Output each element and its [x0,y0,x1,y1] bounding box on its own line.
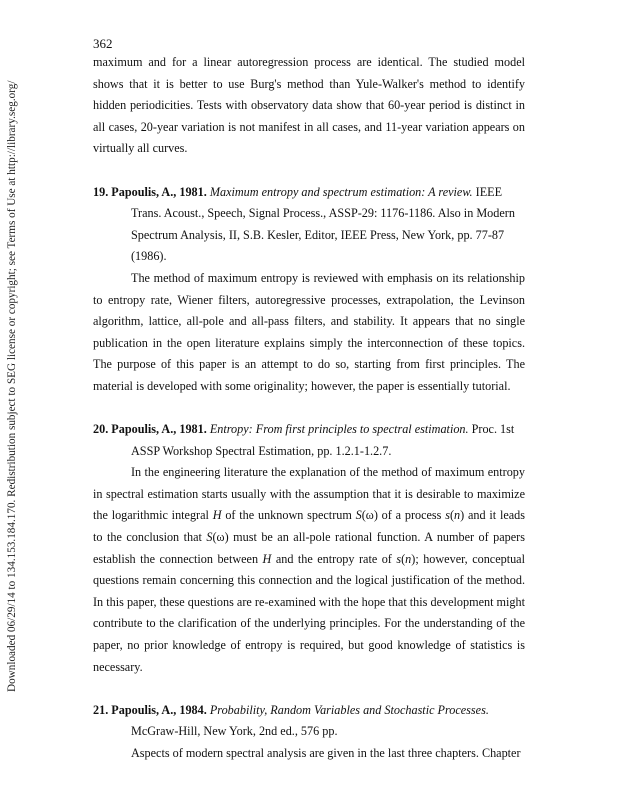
abstract-text: ) [460,508,465,523]
math-symbol: s [445,508,450,523]
download-notice [1,0,23,800]
math-symbol: s [396,551,402,566]
reference-citation [93,700,525,743]
abstract-text: In the engineering literature the explanation of the method of maximum entropy in spectral estimation starts usually with the assumption that it is desirable to maximize the logarithmic integral [93,465,525,523]
page-body [93,52,525,786]
carryover-paragraph: maximum and for a linear autoregression process are identical. The studied model shows that it is better to use Burg's method than Yule-Walker's method to identify hidden periodicities. Tests with observatory data show that 60-year period is distinct in all cases, 20-year variation is not manifest in all cases, and 11-year variation appears on virtually all curves. [93,55,525,156]
reference-citation [93,182,525,268]
abstract-text: however, conceptual questions remain concerning this connection and the logical justification of the method. In this paper, these questions are re-examined with the hope that this development might contribute to the clarification of the underlying principles. For the understanding of the paper, no prior knowledge of entropy is required, but good knowledge of statistics is necessary. [93,551,525,674]
math-symbol: H [262,551,272,566]
reference-title: Maximum entropy and spectrum estimation: A review. [209,184,473,199]
math-symbol: H [212,508,222,523]
reference-19 [93,182,525,398]
abstract-text: ( [449,508,455,523]
reference-author: Papoulis, A., 1984. [111,702,207,717]
math-symbol: n [405,551,412,566]
reference-title: Entropy: From first principles to spectral estimation. [209,422,469,437]
reference-source: IEEE Trans. Acoust., Speech, Signal Process., ASSP-29: 1176-1186. Also in Modern Spectrum Analysis, II, S.B. Kesler, Editor, IEEE Press, New York, pp. 77-87 (1986). [131,184,515,264]
abstract-text: of the unknown spectrum [221,508,356,523]
reference-abstract: Aspects of modern spectral analysis are given in the last three chapters. Chapter [131,746,521,760]
abstract-text: and it leads to the conclusion that [93,508,525,545]
reference-author: Papoulis, A., 1981. [111,184,207,199]
math-symbol: S [206,530,213,545]
reference-source: McGraw-Hill, New York, 2nd ed., 576 pp. [131,724,338,739]
reference-source: Proc. 1st ASSP Workshop Spectral Estimation, pp. 1.2.1-1.2.7. [131,422,515,458]
reference-title: Probability, Random Variables and Stochastic Processes. [209,702,489,717]
abstract-text: (ω) must be an all-pole rational function. A number of papers establish the connection between [93,530,525,566]
page-number: 362 [93,36,113,51]
reference-abstract: The method of maximum entropy is reviewed with emphasis on its relationship to entropy rate, Wiener filters, autoregressive processes, extrapolation, the Levinson algorithm, lattice, all-pole and all-pass filters, and stability. It appears that no single publication in the open literature explains simply the interconnection of these topics. The purpose of this paper is an attempt to do so, starting from first principles. The material is developed with some originality; however, the paper is essentially tutorial. [93,270,525,393]
reference-number: 19. [93,184,109,199]
reference-author: Papoulis, A., 1981. [111,422,207,437]
reference-abstract [93,462,525,678]
download-notice-text: Downloaded 06/29/14 to 134.153.184.170. Redistribution subject to SEG license or copyright; see Terms of Use at http://library.seg.org/ [6,80,18,692]
abstract-text: ( [401,551,406,566]
abstract-text: ); [411,551,419,566]
reference-21 [93,700,525,765]
reference-citation [93,419,525,462]
abstract-text: (ω) of a process [361,508,446,523]
math-symbol: n [454,508,461,523]
reference-number: 21. [93,702,109,717]
reference-20 [93,419,525,678]
abstract-text: and the entropy rate of [271,551,397,566]
reference-number: 20. [93,422,109,437]
math-symbol: S [355,508,362,523]
